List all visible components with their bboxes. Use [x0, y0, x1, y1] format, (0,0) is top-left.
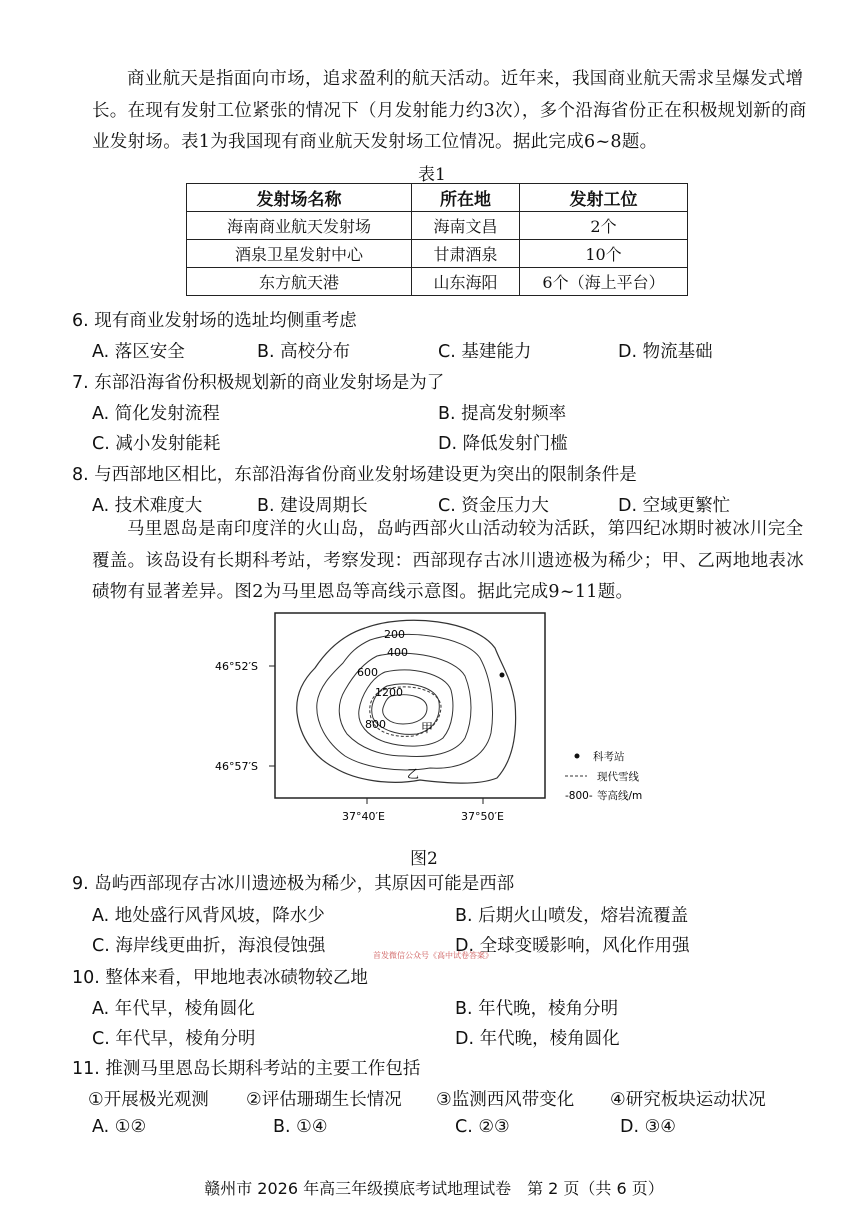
question-9-option-a[interactable]: A. 地处盛行风背风坡，降水少 — [92, 906, 325, 926]
table-cell: 山东海阳 — [412, 268, 520, 296]
question-11-item-3: ③监测西风带变化 — [436, 1090, 575, 1110]
table-cell: 东方航天港 — [187, 268, 412, 296]
contour-label: 600 — [357, 666, 378, 679]
question-8-option-c[interactable]: C. 资金压力大 — [438, 496, 549, 516]
lat-label: 46°57′S — [215, 760, 258, 773]
legend-station-icon — [575, 754, 580, 759]
contour-label: 200 — [384, 628, 405, 641]
lon-label: 37°40′E — [342, 810, 385, 823]
contour-label: 1200 — [375, 686, 403, 699]
lon-label: 37°50′E — [461, 810, 504, 823]
question-7-option-c[interactable]: C. 减小发射能耗 — [92, 434, 221, 454]
table-row — [187, 268, 688, 296]
question-8-option-b[interactable]: B. 建设周期长 — [257, 496, 368, 516]
legend-snowline-label: 现代雪线 — [597, 771, 639, 783]
lat-label: 46°52′S — [215, 660, 258, 673]
question-11-option-a[interactable]: A. ①② — [92, 1117, 147, 1137]
table-cell: 2个 — [520, 212, 688, 240]
table-cell: 甘肃酒泉 — [412, 240, 520, 268]
table-row — [187, 212, 688, 240]
contour-1200 — [383, 695, 427, 724]
contour-label: 800 — [365, 718, 386, 731]
figure-caption: 图2 — [410, 849, 438, 869]
table-cell: 海南商业航天发射场 — [187, 212, 412, 240]
table-caption: 表1 — [418, 165, 446, 185]
table-cell: 6个（海上平台） — [520, 268, 688, 296]
table-cell: 酒泉卫星发射中心 — [187, 240, 412, 268]
table-header: 发射工位 — [520, 184, 688, 212]
question-6-stem: 6. 现有商业发射场的选址均侧重考虑 — [72, 311, 357, 331]
question-6-option-b[interactable]: B. 高校分布 — [257, 342, 351, 362]
table-cell: 10个 — [520, 240, 688, 268]
place-label-jia: 甲 — [421, 721, 434, 735]
table-row — [187, 240, 688, 268]
question-9-option-b[interactable]: B. 后期火山喷发，熔岩流覆盖 — [455, 906, 689, 926]
question-11-option-d[interactable]: D. ③④ — [620, 1117, 676, 1137]
question-10-option-d[interactable]: D. 年代晚，棱角圆化 — [455, 1029, 620, 1049]
question-6-option-c[interactable]: C. 基建能力 — [438, 342, 532, 362]
question-7-option-d[interactable]: D. 降低发射门槛 — [438, 434, 568, 454]
question-9-option-d[interactable]: D. 全球变暖影响，风化作用强 — [455, 936, 690, 956]
contour-coast — [297, 620, 516, 783]
question-11-item-4: ④研究板块运动状况 — [610, 1090, 766, 1110]
question-10-option-c[interactable]: C. 年代早，棱角分明 — [92, 1029, 256, 1049]
question-11-stem: 11. 推测马里恩岛长期科考站的主要工作包括 — [72, 1059, 421, 1079]
launch-site-table — [186, 183, 688, 296]
table-header: 发射场名称 — [187, 184, 412, 212]
question-11-option-b[interactable]: B. ①④ — [273, 1117, 328, 1137]
table-header-row — [187, 184, 688, 212]
question-8-stem: 8. 与西部地区相比，东部沿海省份商业发射场建设更为突出的限制条件是 — [72, 465, 637, 485]
question-9-option-c[interactable]: C. 海岸线更曲折，海浪侵蚀强 — [92, 936, 326, 956]
marion-island-contour-map — [215, 608, 675, 838]
question-6-option-a[interactable]: A. 落区安全 — [92, 342, 185, 362]
question-7-option-b[interactable]: B. 提高发射频率 — [438, 404, 567, 424]
legend-contour-sample: -800- — [565, 790, 593, 802]
page-footer: 赣州市 2026 年高三年级摸底考试地理试卷 第 2 页（共 6 页） — [204, 1179, 664, 1198]
legend-contour-label: 等高线/m — [597, 790, 643, 802]
question-8-option-a[interactable]: A. 技术难度大 — [92, 496, 203, 516]
legend-station-label: 科考站 — [593, 751, 625, 763]
place-label-yi: 乙 — [407, 767, 420, 781]
question-7-stem: 7. 东部沿海省份积极规划新的商业发射场是为了 — [72, 373, 445, 393]
question-6-option-d[interactable]: D. 物流基础 — [618, 342, 713, 362]
question-9-stem: 9. 岛屿西部现存古冰川遗迹极为稀少，其原因可能是西部 — [72, 874, 515, 894]
question-11-item-1: ①开展极光观测 — [88, 1090, 209, 1110]
table-cell: 海南文昌 — [412, 212, 520, 240]
research-station-marker — [500, 673, 505, 678]
question-11-item-2: ②评估珊瑚生长情况 — [246, 1090, 402, 1110]
question-10-stem: 10. 整体来看，甲地地表冰碛物较乙地 — [72, 968, 368, 988]
intro-paragraph-1: 商业航天是指面向市场，追求盈利的航天活动。近年来，我国商业航天需求呈爆发式增长。在现有发射工位紧张的情况下（月发射能力约3次），多个沿海省份正在积极规划新的商业发射场。表1为我国现有商业航天发射场工位情况。据此完成6~8题。 — [92, 69, 807, 152]
watermark: 首发微信公众号《高中试卷答案》 — [373, 951, 493, 960]
table-header: 所在地 — [412, 184, 520, 212]
intro-paragraph-2: 马里恩岛是南印度洋的火山岛，岛屿西部火山活动较为活跃，第四纪冰期时被冰川完全覆盖。该岛设有长期科考站，考察发现：西部现存古冰川遗迹极为稀少；甲、乙两地地表冰碛物有显著差异。图2为马里恩岛等高线示意图。据此完成9~11题。 — [92, 519, 804, 602]
question-10-option-b[interactable]: B. 年代晚，棱角分明 — [455, 999, 619, 1019]
question-8-option-d[interactable]: D. 空域更繁忙 — [618, 496, 731, 516]
question-10-option-a[interactable]: A. 年代早，棱角圆化 — [92, 999, 255, 1019]
contour-label: 400 — [387, 646, 408, 659]
question-7-option-a[interactable]: A. 简化发射流程 — [92, 404, 220, 424]
question-11-option-c[interactable]: C. ②③ — [455, 1117, 510, 1137]
